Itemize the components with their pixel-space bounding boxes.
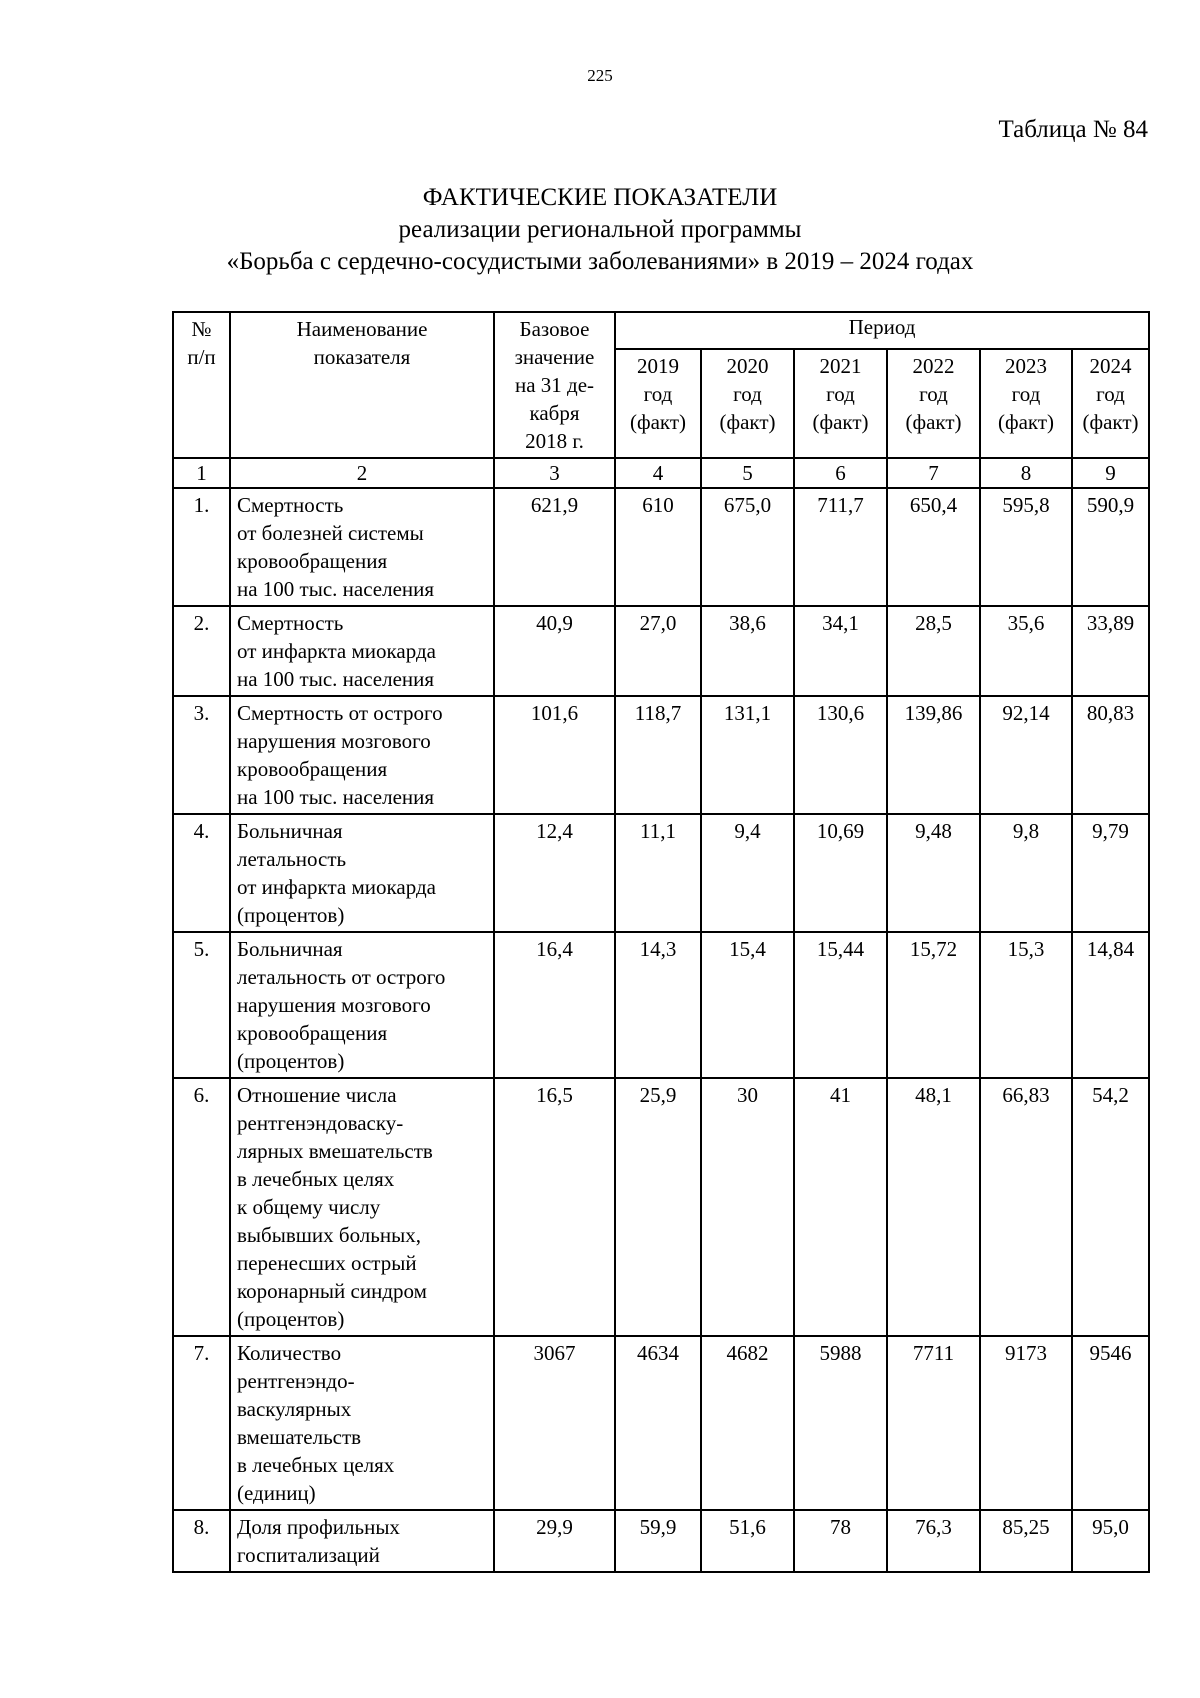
value-cell: 11,1 xyxy=(615,814,701,932)
value-cell: 59,9 xyxy=(615,1510,701,1572)
column-number-cell: 8 xyxy=(980,458,1072,488)
header-number-cell: № п/п xyxy=(173,312,230,458)
value-cell: 3067 xyxy=(494,1336,615,1510)
value-cell: 76,3 xyxy=(887,1510,980,1572)
value-cell: 95,0 xyxy=(1072,1510,1149,1572)
value-cell: 35,6 xyxy=(980,606,1072,696)
value-cell: 711,7 xyxy=(794,488,887,606)
value-cell: 14,84 xyxy=(1072,932,1149,1078)
value-cell: 9,48 xyxy=(887,814,980,932)
column-number-cell: 9 xyxy=(1072,458,1149,488)
indicator-name-cell: Больничная летальность от инфаркта миокарда (процентов) xyxy=(230,814,494,932)
column-number-cell: 2 xyxy=(230,458,494,488)
value-cell: 15,72 xyxy=(887,932,980,1078)
value-cell: 15,4 xyxy=(701,932,794,1078)
title-line-3: «Борьба с сердечно-сосудистыми заболеваниями» в 2019 – 2024 годах xyxy=(226,248,974,275)
value-cell: 7711 xyxy=(887,1336,980,1510)
value-cell: 12,4 xyxy=(494,814,615,932)
header-base-cell: Базовое значение на 31 де- кабря 2018 г. xyxy=(494,312,615,458)
table-row xyxy=(173,932,1149,1078)
column-number-cell: 6 xyxy=(794,458,887,488)
value-cell: 610 xyxy=(615,488,701,606)
value-cell: 51,6 xyxy=(701,1510,794,1572)
value-cell: 15,44 xyxy=(794,932,887,1078)
table-row xyxy=(173,488,1149,606)
table-label: Таблица № 84 xyxy=(998,116,1148,143)
value-cell: 41 xyxy=(794,1078,887,1336)
value-cell: 621,9 xyxy=(494,488,615,606)
value-cell: 54,2 xyxy=(1072,1078,1149,1336)
value-cell: 10,69 xyxy=(794,814,887,932)
column-number-cell: 7 xyxy=(887,458,980,488)
header-year-cell: 2023 год (факт) xyxy=(980,349,1072,459)
value-cell: 9,4 xyxy=(701,814,794,932)
value-cell: 9,8 xyxy=(980,814,1072,932)
column-number-cell: 3 xyxy=(494,458,615,488)
header-year-cell: 2024 год (факт) xyxy=(1072,349,1149,459)
header-year-cell: 2020 год (факт) xyxy=(701,349,794,459)
value-cell: 92,14 xyxy=(980,696,1072,814)
row-number-cell: 4. xyxy=(173,814,230,932)
page-number: 225 xyxy=(587,66,613,85)
value-cell: 101,6 xyxy=(494,696,615,814)
indicator-name-cell: Смертность от острого нарушения мозгового кровообращения на 100 тыс. населения xyxy=(230,696,494,814)
document-title xyxy=(0,182,1200,278)
row-number-cell: 6. xyxy=(173,1078,230,1336)
indicator-name-cell: Больничная летальность от острого нарушения мозгового кровообращения (процентов) xyxy=(230,932,494,1078)
table-row xyxy=(173,1336,1149,1510)
header-year-cell: 2022 год (факт) xyxy=(887,349,980,459)
header-year-cell: 2019 год (факт) xyxy=(615,349,701,459)
value-cell: 130,6 xyxy=(794,696,887,814)
table-row xyxy=(173,1078,1149,1336)
value-cell: 78 xyxy=(794,1510,887,1572)
row-number-cell: 1. xyxy=(173,488,230,606)
value-cell: 66,83 xyxy=(980,1078,1072,1336)
value-cell: 29,9 xyxy=(494,1510,615,1572)
value-cell: 38,6 xyxy=(701,606,794,696)
row-number-cell: 2. xyxy=(173,606,230,696)
value-cell: 15,3 xyxy=(980,932,1072,1078)
value-cell: 5988 xyxy=(794,1336,887,1510)
indicator-name-cell: Смертность от болезней системы кровообращения на 100 тыс. населения xyxy=(230,488,494,606)
value-cell: 28,5 xyxy=(887,606,980,696)
header-row-1 xyxy=(173,312,1149,349)
column-numbers-row xyxy=(173,458,1149,488)
value-cell: 27,0 xyxy=(615,606,701,696)
column-number-cell: 5 xyxy=(701,458,794,488)
value-cell: 9,79 xyxy=(1072,814,1149,932)
row-number-cell: 7. xyxy=(173,1336,230,1510)
value-cell: 650,4 xyxy=(887,488,980,606)
value-cell: 80,83 xyxy=(1072,696,1149,814)
column-number-cell: 4 xyxy=(615,458,701,488)
table-row xyxy=(173,696,1149,814)
value-cell: 14,3 xyxy=(615,932,701,1078)
value-cell: 9546 xyxy=(1072,1336,1149,1510)
value-cell: 25,9 xyxy=(615,1078,701,1336)
value-cell: 675,0 xyxy=(701,488,794,606)
value-cell: 48,1 xyxy=(887,1078,980,1336)
indicator-name-cell: Отношение числа рентгенэндоваску- лярных вмешательств в лечебных целях к общему числу выбывших больных, перенесших острый коронарный синдром (процентов) xyxy=(230,1078,494,1336)
value-cell: 4682 xyxy=(701,1336,794,1510)
indicators-table xyxy=(172,311,1150,1573)
row-number-cell: 3. xyxy=(173,696,230,814)
value-cell: 118,7 xyxy=(615,696,701,814)
indicator-name-cell: Смертность от инфаркта миокарда на 100 тыс. населения xyxy=(230,606,494,696)
value-cell: 131,1 xyxy=(701,696,794,814)
value-cell: 590,9 xyxy=(1072,488,1149,606)
value-cell: 85,25 xyxy=(980,1510,1072,1572)
value-cell: 33,89 xyxy=(1072,606,1149,696)
value-cell: 16,4 xyxy=(494,932,615,1078)
header-period-cell: Период xyxy=(615,312,1149,349)
value-cell: 595,8 xyxy=(980,488,1072,606)
value-cell: 16,5 xyxy=(494,1078,615,1336)
table-row xyxy=(173,606,1149,696)
row-number-cell: 5. xyxy=(173,932,230,1078)
row-number-cell: 8. xyxy=(173,1510,230,1572)
indicator-name-cell: Количество рентгенэндо- васкулярных вмешательств в лечебных целях (единиц) xyxy=(230,1336,494,1510)
value-cell: 34,1 xyxy=(794,606,887,696)
title-line-1: ФАКТИЧЕСКИЕ ПОКАЗАТЕЛИ xyxy=(422,184,778,211)
header-year-cell: 2021 год (факт) xyxy=(794,349,887,459)
indicator-name-cell: Доля профильных госпитализаций xyxy=(230,1510,494,1572)
value-cell: 40,9 xyxy=(494,606,615,696)
value-cell: 139,86 xyxy=(887,696,980,814)
header-name-cell: Наименование показателя xyxy=(230,312,494,458)
table-row xyxy=(173,814,1149,932)
value-cell: 30 xyxy=(701,1078,794,1336)
value-cell: 9173 xyxy=(980,1336,1072,1510)
title-line-2: реализации региональной программы xyxy=(398,216,802,243)
table-row xyxy=(173,1510,1149,1572)
column-number-cell: 1 xyxy=(173,458,230,488)
value-cell: 4634 xyxy=(615,1336,701,1510)
